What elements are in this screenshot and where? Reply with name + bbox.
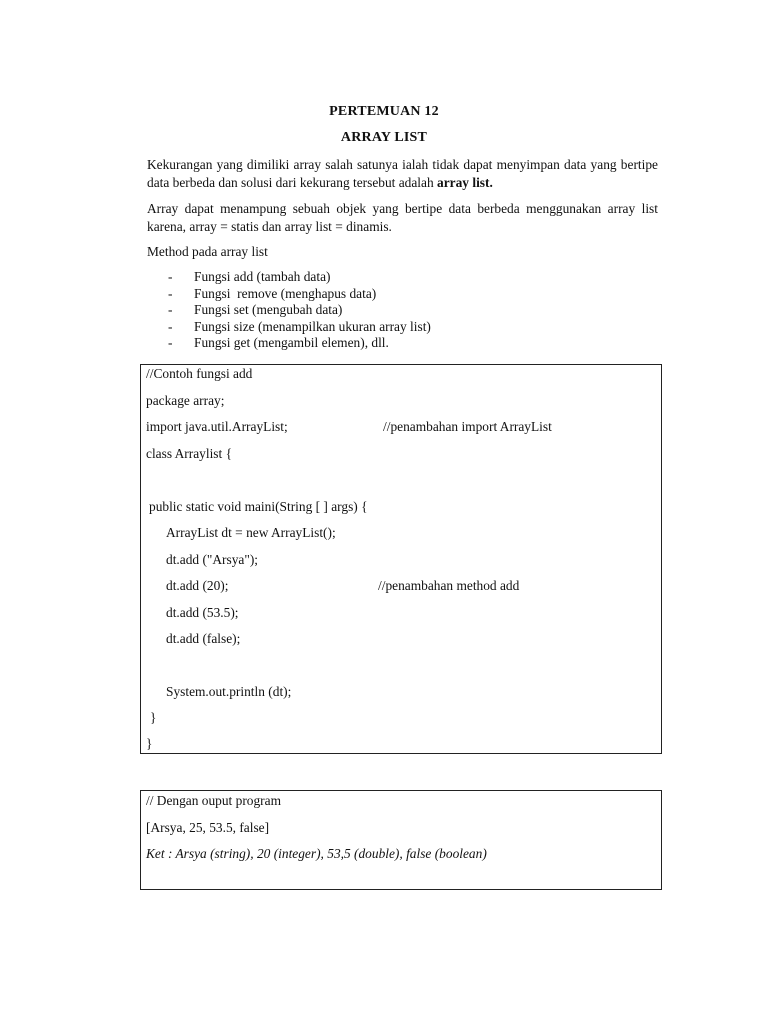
program-output-box <box>140 790 662 890</box>
code-line: ArrayList dt = new ArrayList(); <box>166 525 336 540</box>
code-line <box>166 578 520 594</box>
paragraph-array-dynamic: Array dapat menampung sebuah objek yang bertipe data berbeda menggunakan array list karena, array = statis dan array list = dinamis. <box>147 201 658 234</box>
list-item <box>168 319 431 336</box>
code-line <box>146 419 552 435</box>
list-dash: - <box>168 318 173 334</box>
code-line: dt.add ("Arsya"); <box>166 552 258 567</box>
output-note: Ket : Arsya (string), 20 (integer), 53,5 (double), false (boolean) <box>146 846 487 861</box>
code-line: System.out.println (dt); <box>166 684 292 699</box>
code-comment: //penambahan method add <box>378 578 520 593</box>
paragraph-methods-heading: Method pada array list <box>147 244 268 259</box>
list-item-text: Fungsi remove (menghapus data) <box>194 285 377 301</box>
code-line: dt.add (53.5); <box>166 605 239 620</box>
code-line: class Arraylist { <box>146 446 233 461</box>
code-line: dt.add (false); <box>166 631 241 646</box>
list-dash: - <box>168 285 173 301</box>
list-dash: - <box>168 269 173 284</box>
list-item <box>168 302 431 319</box>
output-line: [Arsya, 25, 53.5, false] <box>146 820 270 835</box>
page-subtitle: ARRAY LIST <box>340 130 428 145</box>
list-item <box>168 269 431 286</box>
code-line: public static void maini(String [ ] args) { <box>149 499 368 514</box>
code-text: import java.util.ArrayList; <box>146 419 288 434</box>
list-item-text: Fungsi add (tambah data) <box>194 269 331 284</box>
paragraph-intro <box>147 156 658 192</box>
code-text: dt.add (20); <box>166 578 229 593</box>
list-item <box>168 335 431 352</box>
code-comment: //penambahan import ArrayList <box>383 419 552 434</box>
page-title: PERTEMUAN 12 <box>329 104 439 119</box>
code-line: package array; <box>146 393 225 408</box>
method-list <box>168 269 431 352</box>
output-line: // Dengan ouput program <box>146 793 281 808</box>
list-item-text: Fungsi set (mengubah data) <box>194 302 343 317</box>
list-dash: - <box>168 302 173 317</box>
code-line: } <box>150 710 157 725</box>
code-example-box <box>140 364 662 754</box>
list-item-text: Fungsi get (mengambil elemen), dll. <box>194 335 389 350</box>
code-line: //Contoh fungsi add <box>146 366 253 381</box>
paragraph-intro-bold: array list. <box>437 175 493 190</box>
paragraph-intro-text: Kekurangan yang dimiliki array salah satunya ialah tidak dapat menyimpan data yang bertipe data berbeda dan solusi dari kekurang tersebut adalah <box>147 157 658 190</box>
code-line: } <box>146 736 153 751</box>
list-item <box>168 286 431 303</box>
list-dash: - <box>168 335 173 350</box>
list-item-text: Fungsi size (menampilkan ukuran array list) <box>194 318 431 334</box>
